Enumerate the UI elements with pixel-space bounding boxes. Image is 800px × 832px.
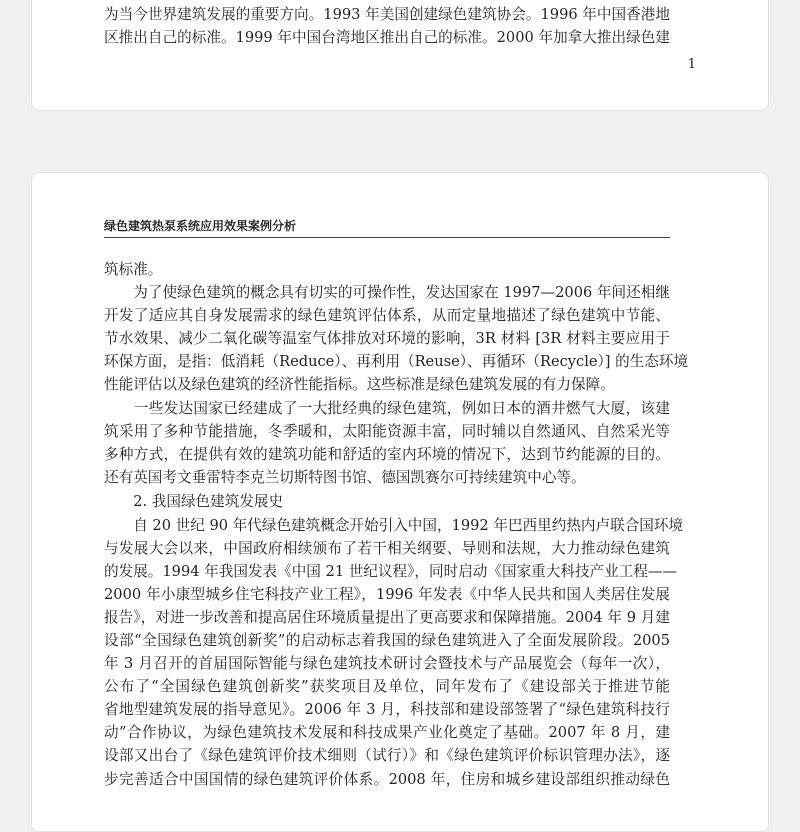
text-line: 区推出自己的标准。1999 年中国台湾地区推出自己的标准。2000 年加拿大推出绿色建 (104, 29, 670, 46)
text-line: 性能评估以及绿色建筑的经济性能指标。这些标准是绿色建筑发展的有力保障。 (104, 376, 615, 393)
text-line: 环保方面，是指：低消耗（Reduce）、再利用（Reuse）、再循环（Recycle）] 的生态环境 (104, 353, 689, 370)
page-number: 1 (687, 57, 696, 72)
text-line: 年 3 月召开的首届国际智能与绿色建筑技术研讨会暨技术与产品展览会（每年一次）， (104, 655, 670, 672)
text-line: 节水效果、减少二氧化碳等温室气体排放对环境的影响，3R 材料 [3R 材料主要应用于 (104, 330, 670, 347)
text-line: 省地型建筑发展的指导意见》。2006 年 3 月，科技部和建设部签署了“绿色建筑科技行 (104, 701, 670, 718)
text-line: 开发了适应其自身发展需求的绿色建筑评估体系，从而定量地描述了绿色建筑中节能、 (104, 307, 670, 324)
text-line: 设部又出台了《绿色建筑评价技术细则（试行）》和《绿色建筑评价标识管理办法》，逐 (104, 747, 670, 764)
text-line: 动”合作协议，为绿色建筑技术发展和科技成果产业化奠定了基础。2007 年 8 月，建 (104, 724, 670, 741)
text-line: 还有英国考文垂雷特李克兰切斯特图书馆、德国凯赛尔可持续建筑中心等。 (104, 469, 586, 486)
text-line: 公布了“全国绿色建筑创新奖”获奖项目及单位，同年发布了《建设部关于推进节能 (104, 678, 670, 695)
text-line: 为了使绿色建筑的概念具有切实的可操作性，发达国家在 1997—2006 年间还相继 (104, 284, 670, 301)
document-page-current (31, 172, 769, 832)
text-line: 筑采用了多种节能措施，冬季暖和，太阳能资源丰富，同时辅以自然通风、自然采光等 (104, 423, 670, 440)
text-line: 筑标准。 (104, 261, 163, 278)
text-line: 步完善适合中国国情的绿色建筑评价体系。2008 年，住房和城乡建设部组织推动绿色 (104, 771, 670, 788)
text-line: 为当今世界建筑发展的重要方向。1993 年美国创建绿色建筑协会。1996 年中国香港地 (104, 6, 670, 23)
text-line: 自 20 世纪 90 年代绿色建筑概念开始引入中国，1992 年巴西里约热内卢联合国环境 (104, 517, 684, 534)
text-line: 2000 年小康型城乡住宅科技产业工程》，1996 年发表《中华人民共和国人类居住发展 (104, 586, 670, 603)
text-line: 的发展。1994 年我国发表《中国 21 世纪议程》，同时启动《国家重大科技产业工程—— (104, 563, 678, 580)
text-line: 设部“全国绿色建筑创新奖”的启动标志着我国的绿色建筑进入了全面发展阶段。2005 (104, 632, 670, 649)
text-line: 一些发达国家已经建成了一大批经典的绿色建筑，例如日本的酒井燃气大厦，该建 (104, 400, 670, 417)
document-page-previous (31, 0, 769, 111)
text-line: 多种方式，在提供有效的建筑功能和舒适的室内环境的情况下，达到节约能源的目的。 (104, 446, 670, 463)
running-header: 绿色建筑热泵系统应用效果案例分析 (104, 217, 670, 238)
text-line: 报告》，对进一步改善和提高居住环境质量提出了更高要求和保障措施。2004 年 9 月建 (104, 609, 670, 626)
text-line: 与发展大会以来，中国政府相续颁布了若干相关纲要、导则和法规，大力推动绿色建筑 (104, 540, 670, 557)
section-heading: 2. 我国绿色建筑发展史 (104, 493, 284, 510)
